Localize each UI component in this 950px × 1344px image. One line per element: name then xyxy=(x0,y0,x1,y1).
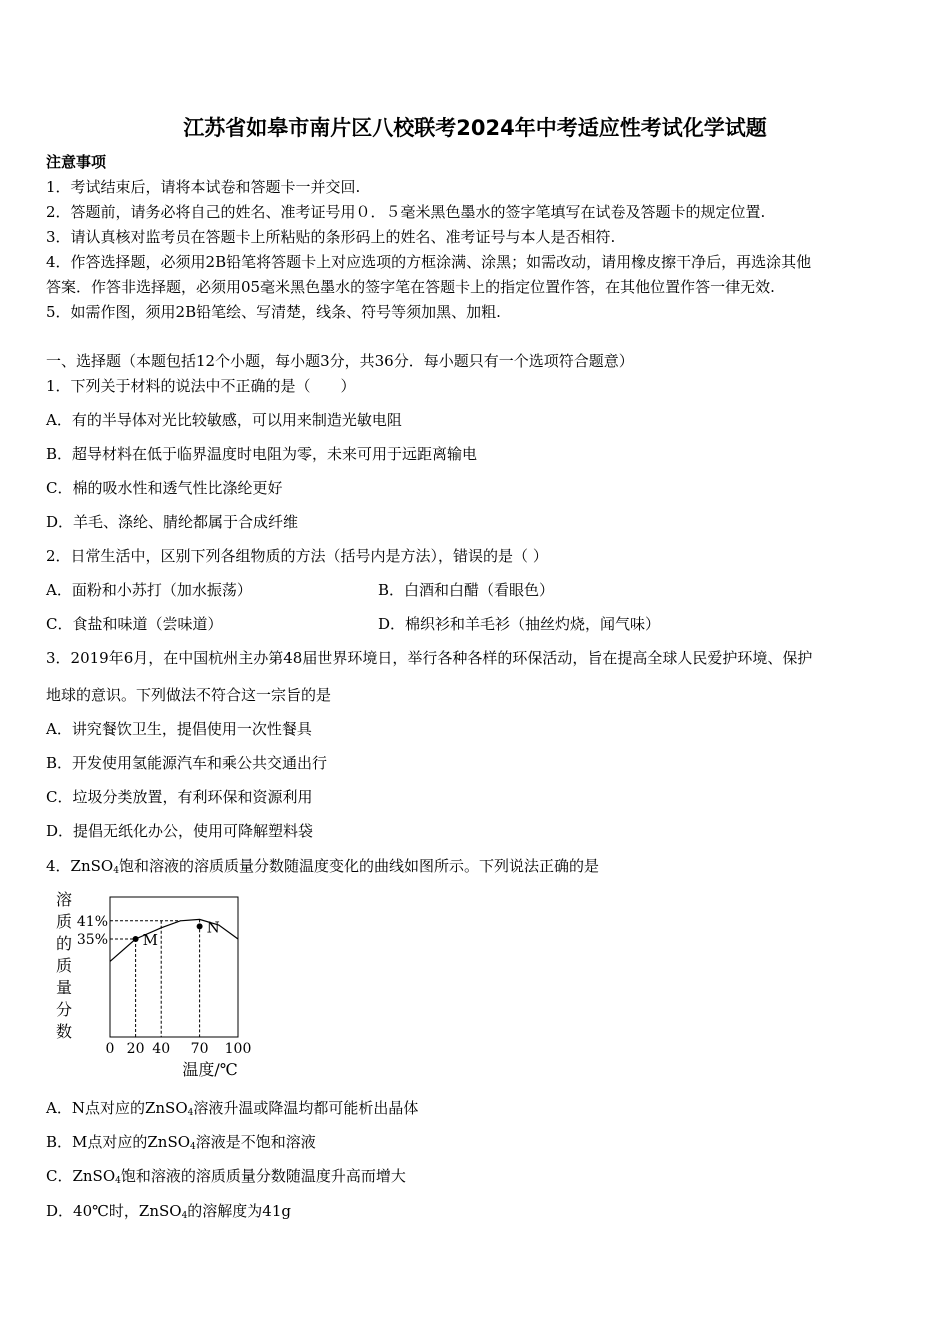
q4-option-b: B．M点对应的ZnSO$_4$溶液是不饱和溶液 xyxy=(46,1133,316,1152)
x-tick-label: 20 xyxy=(126,1041,145,1057)
point-label-n: N xyxy=(206,918,220,937)
q2-option-c: C．食盐和味道（尝味道） xyxy=(46,615,223,633)
point-n xyxy=(197,923,203,929)
y-tick-label: 35% xyxy=(76,932,108,948)
notice-item: 4．作答选择题，必须用2B铅笔将答题卡上对应选项的方框涂满、涂黑；如需改动，请用橡皮擦干净后，再选涂其他 xyxy=(46,253,812,271)
page-title: 江苏省如皋市南片区八校联考2024年中考适应性考试化学试题 xyxy=(183,116,767,140)
q3-stem-line2: 地球的意识。下列做法不符合这一宗旨的是 xyxy=(46,686,332,704)
y-axis-label-char: 质 xyxy=(55,912,73,931)
y-tick-label: 41% xyxy=(76,913,108,930)
q3-option-b: B．开发使用氢能源汽车和乘公共交通出行 xyxy=(46,754,328,772)
q1-option-c: C．棉的吸水性和透气性比涤纶更好 xyxy=(46,479,283,497)
section-heading: 一、选择题（本题包括12个小题，每小题3分，共36分．每小题只有一个选项符合题意） xyxy=(46,352,634,370)
notice-item: 5．如需作图，须用2B铅笔绘、写清楚，线条、符号等须加黑、加粗. xyxy=(46,303,501,321)
x-tick-label: 70 xyxy=(190,1041,209,1057)
q1-option-b: B．超导材料在低于临界温度时电阻为零，未来可用于远距离输电 xyxy=(46,445,478,463)
y-axis-label-char: 质 xyxy=(55,956,73,975)
y-axis-label-char: 量 xyxy=(55,978,73,997)
q2-option-a: A．面粉和小苏打（加水振荡） xyxy=(46,581,252,599)
point-m xyxy=(133,936,139,942)
q1-option-d: D．羊毛、涤纶、腈纶都属于合成纤维 xyxy=(46,513,299,531)
notice-item: 2．答题前，请务必将自己的姓名、准考证号用０．５毫米黑色墨水的签字笔填写在试卷及答题卡的规定位置. xyxy=(46,203,766,221)
q1-option-a: A．有的半导体对光比较敏感，可以用来制造光敏电阻 xyxy=(46,411,402,429)
y-axis-label-char: 的 xyxy=(55,934,73,953)
notice-item: 3．请认真核对监考员在答题卡上所粘贴的条形码上的姓名、准考证号与本人是否相符. xyxy=(46,228,616,246)
notice-item: 答案．作答非选择题，必须用05毫米黑色墨水的签字笔在答题卡上的指定位置作答，在其他位置作答一律无效. xyxy=(46,278,775,296)
q4-option-d: D．40℃时，ZnSO$_4$的溶解度为41g xyxy=(46,1202,291,1221)
q2-option-b: B．白酒和白醋（看眼色） xyxy=(378,581,555,599)
y-axis-label-char: 数 xyxy=(55,1022,73,1041)
q3-option-c: C．垃圾分类放置，有利环保和资源利用 xyxy=(46,788,313,806)
x-axis-label: 温度/℃ xyxy=(182,1060,238,1079)
q4-stem: 4．ZnSO$_4$饱和溶液的溶质质量分数随温度变化的曲线如图所示。下列说法正确的是 xyxy=(46,857,599,876)
y-axis-label-char: 分 xyxy=(55,1000,73,1019)
notice-item: 1．考试结束后，请将本试卷和答题卡一并交回. xyxy=(46,178,361,196)
x-tick-label: 40 xyxy=(152,1041,171,1057)
point-label-m: M xyxy=(142,931,158,949)
x-tick-label: 0 xyxy=(105,1041,115,1057)
solubility-chart xyxy=(50,885,260,1085)
x-tick-label: 100 xyxy=(224,1041,252,1057)
notice-heading: 注意事项 xyxy=(46,153,107,171)
q3-stem-line1: 3．2019年6月，在中国杭州主办第48届世界环境日，举行各种各样的环保活动，旨在提高全球人民爱护环境、保护 xyxy=(46,649,813,667)
q4-option-c: C．ZnSO$_4$饱和溶液的溶质质量分数随温度升高而增大 xyxy=(46,1167,406,1186)
q1-stem: 1．下列关于材料的说法中不正确的是（ ） xyxy=(46,377,356,395)
q3-option-a: A．讲究餐饮卫生，提倡使用一次性餐具 xyxy=(46,720,312,738)
q4-option-a: A．N点对应的ZnSO$_4$溶液升温或降温均都可能析出晶体 xyxy=(46,1099,419,1118)
q2-option-d: D．棉织衫和羊毛衫（抽丝灼烧，闻气味） xyxy=(378,615,661,633)
q2-stem: 2．日常生活中，区别下列各组物质的方法（括号内是方法），错误的是（ ） xyxy=(46,547,548,565)
q3-option-d: D．提倡无纸化办公，使用可降解塑料袋 xyxy=(46,822,314,840)
y-axis-label-char: 溶 xyxy=(55,890,73,909)
